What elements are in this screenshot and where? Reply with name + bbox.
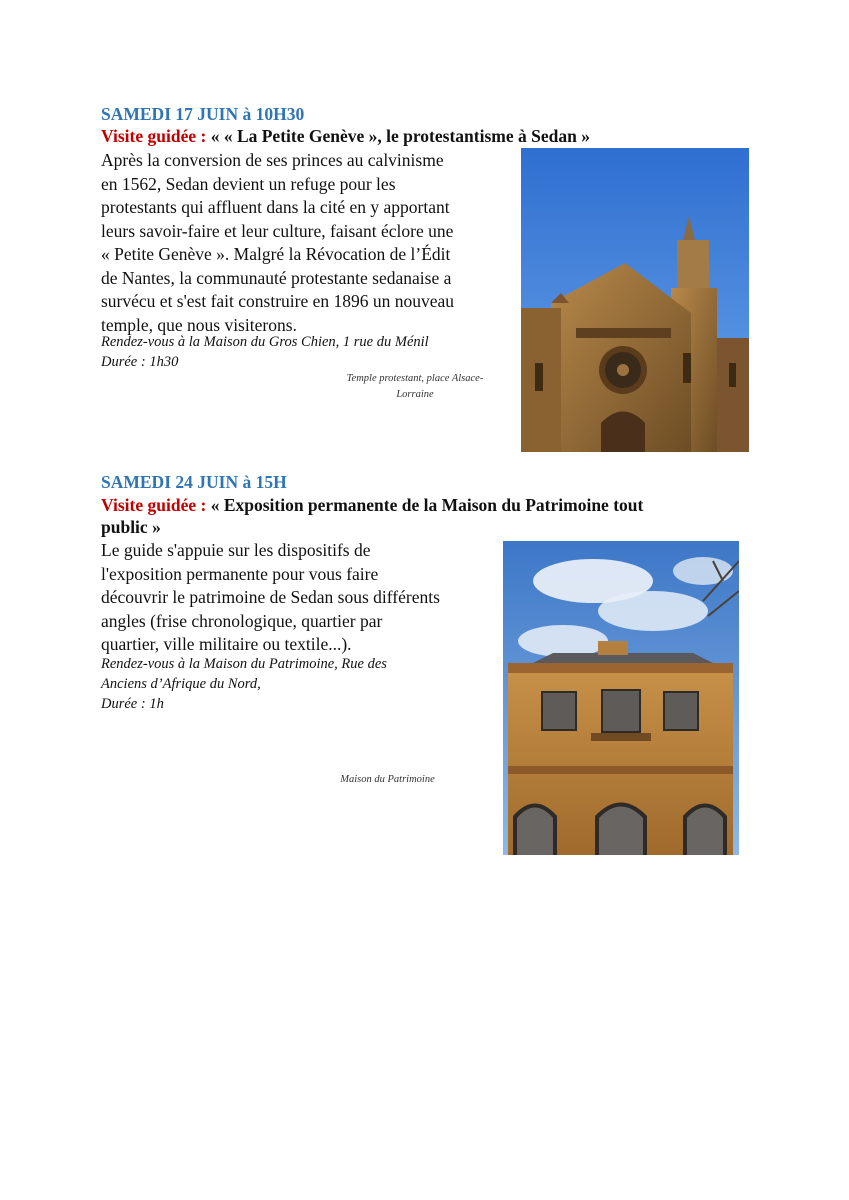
- building-photo: [503, 541, 739, 855]
- event-1-duration: Durée : 1h30: [101, 354, 179, 370]
- event-2-caption: Maison du Patrimoine: [340, 774, 435, 785]
- event-2-meeting: [101, 654, 501, 694]
- event-1-kind: Visite guidée :: [101, 126, 207, 146]
- description-line: l'exposition permanente pour vous faire: [101, 563, 379, 584]
- description-line: Après la conversion de ses princes au calvinisme: [101, 150, 444, 170]
- description-line: découvrir le patrimoine de Sedan sous différents: [101, 587, 440, 607]
- description-line: de Nantes, la communauté protestante sedanaise a: [101, 267, 452, 288]
- description-line: survécu et s'est fait construire en 1896 un nouveau: [101, 291, 455, 311]
- caption-line: Lorraine: [396, 389, 434, 400]
- event-2-duration: Durée : 1h: [101, 696, 164, 712]
- event-2-title-line-1: « Exposition permanente de la Maison du Patrimoine tout: [206, 495, 644, 515]
- church-photo: [521, 148, 749, 452]
- event-1-description: [101, 149, 521, 337]
- caption-line: Temple protestant, place Alsace-: [346, 373, 484, 384]
- meeting-line: Rendez-vous à la Maison du Patrimoine, Rue des: [101, 656, 387, 672]
- description-line: quartier, ville militaire ou textile...).: [101, 634, 352, 654]
- description-line: Le guide s'appuie sur les dispositifs de: [101, 540, 371, 560]
- description-line: temple, que nous visiterons.: [101, 314, 297, 335]
- description-line: leurs savoir-faire et leur culture, faisant éclore une: [101, 220, 454, 241]
- event-1-title: « « La Petite Genève », le protestantisme à Sedan »: [206, 126, 590, 146]
- event-1-meeting: Rendez-vous à la Maison du Gros Chien, 1 rue du Ménil: [101, 334, 429, 350]
- event-2-description: [101, 539, 501, 657]
- description-line: « Petite Genève ». Malgré la Révocation de l’Édit: [101, 244, 451, 264]
- event-1-date: SAMEDI 17 JUIN à 10H30: [101, 104, 305, 124]
- event-2-heading: [101, 494, 741, 538]
- description-line: protestants qui affluent dans la cité en y apportant: [101, 197, 450, 217]
- description-line: angles (frise chronologique, quartier par: [101, 610, 383, 631]
- event-1-heading: [101, 125, 590, 147]
- description-line: en 1562, Sedan devient un refuge pour les: [101, 173, 396, 194]
- event-2-title-line-2: public »: [101, 517, 161, 537]
- meeting-line: Anciens d’Afrique du Nord,: [101, 676, 261, 692]
- event-2-date: SAMEDI 24 JUIN à 15H: [101, 472, 287, 492]
- event-1-caption: [315, 371, 515, 403]
- event-2-kind: Visite guidée :: [101, 495, 207, 515]
